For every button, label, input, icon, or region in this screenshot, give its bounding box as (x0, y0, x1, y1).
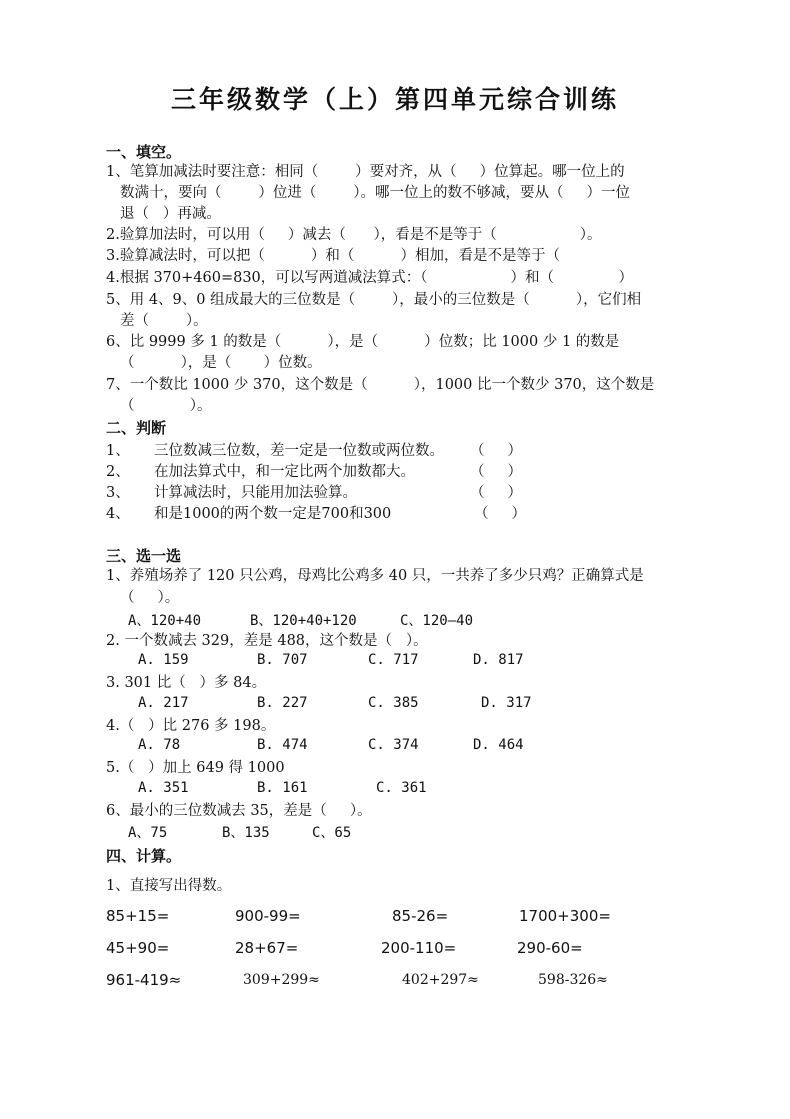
choice-option: B. 707 (257, 652, 308, 668)
calc-item: 85+15= (106, 907, 170, 925)
judge-num: 3、 (106, 485, 130, 501)
choice-option: B. 161 (257, 780, 308, 796)
calc-item: 85-26= (392, 907, 449, 925)
judge-text: 三位数减三位数，差一定是一位数或两位数。 (154, 443, 444, 459)
choice-option: B、135 (222, 825, 270, 841)
calc-item: 402+297≈ (402, 972, 479, 988)
choice-option: B、120+40+120 (250, 613, 357, 629)
choice-question: 3. 301 比（ ）多 84。 (106, 675, 267, 691)
choice-option: A、120+40 (128, 613, 202, 629)
choice-question: 1、养殖场养了 120 只公鸡，母鸡比公鸡多 40 只，一共养了多少只鸡？正确算式是 (106, 568, 644, 584)
fill-line: （ ），是（ ）位数。 (120, 355, 322, 371)
section-fill-blank-heading: 一、填空。 (106, 143, 182, 161)
judge-paren: （ ） (470, 464, 523, 480)
fill-line: （ ）。 (120, 398, 212, 414)
fill-line: 4.根据 370+460=830，可以写两道减法算式：（ ）和（ ） (106, 270, 634, 286)
judge-paren: （ ） (470, 443, 523, 459)
choice-option: D. 817 (473, 652, 524, 668)
choice-option: C. 385 (368, 695, 419, 711)
judge-num: 2、 (106, 464, 130, 480)
judge-num: 1、 (106, 443, 130, 459)
calc-item: 598-326≈ (538, 972, 608, 988)
calc-item: 45+90= (106, 939, 170, 957)
judge-paren: （ ） (474, 506, 527, 522)
calc-item: 900-99= (235, 907, 301, 925)
calc-item: 200-110= (381, 939, 457, 957)
judge-text: 在加法算式中，和一定比两个加数都大。 (154, 464, 415, 480)
judge-num: 4、 (106, 506, 130, 522)
choice-option: C、120—40 (400, 613, 474, 629)
judge-text: 和是1000的两个数一定是700和300 (154, 506, 392, 522)
calc-item: 1700+300= (519, 907, 611, 925)
fill-line: 5、用 4、9、0 组成最大的三位数是（ ），最小的三位数是（ ），它们相 (106, 292, 642, 308)
choice-option: A. 217 (138, 695, 189, 711)
choice-option: D. 464 (473, 737, 524, 753)
choice-option: A. 351 (138, 780, 189, 796)
calc-item: 309+299≈ (243, 972, 320, 988)
choice-question: 5.（ ）加上 649 得 1000 (106, 760, 285, 776)
choice-option: C、65 (312, 825, 352, 841)
page-title: 三年级数学（上）第四单元综合训练 (170, 85, 619, 114)
choice-option: A. 78 (138, 737, 181, 753)
choice-option: B. 474 (257, 737, 308, 753)
section-calc-heading: 四、计算。 (106, 847, 182, 865)
fill-line: 6、比 9999 多 1 的数是（ ），是（ ）位数；比 1000 少 1 的数是 (106, 334, 620, 350)
fill-line: 差（ ）。 (120, 313, 208, 329)
choice-option: A. 159 (138, 652, 189, 668)
fill-line: 1、笔算加减法时要注意：相同（ ）要对齐，从（ ）位算起。哪一位上的 (106, 164, 625, 180)
calc-subheading: 1、直接写出得数。 (106, 878, 232, 894)
choice-option: B. 227 (257, 695, 308, 711)
fill-line: 3.验算减法时，可以把（ ）和（ ）相加，看是不是等于（ (106, 248, 561, 264)
calc-item: 290-60= (517, 939, 583, 957)
section-choose-heading: 三、选一选 (106, 547, 182, 565)
choice-option: D. 317 (481, 695, 532, 711)
calc-item: 961-419≈ (106, 971, 182, 989)
choice-option: C. 717 (368, 652, 419, 668)
fill-line: 数满十，要向（ ）位进（ ）。哪一位上的数不够减，要从（ ）一位 (120, 185, 631, 201)
fill-line: 退（ ）再减。 (120, 206, 221, 222)
choice-question: 4.（ ）比 276 多 198。 (106, 718, 276, 734)
choice-question: 2. 一个数减去 329，差是 488，这个数是（ ）。 (106, 633, 428, 649)
section-judge-heading: 二、判断 (106, 419, 167, 437)
choice-option: A、75 (128, 825, 168, 841)
choice-question-cont: （ ）。 (120, 590, 180, 606)
choice-option: C. 374 (368, 737, 419, 753)
fill-line: 2.验算加法时，可以用（ ）减去（ ），看是不是等于（ ）。 (106, 227, 602, 243)
judge-paren: （ ） (470, 485, 523, 501)
fill-line: 7、一个数比 1000 少 370，这个数是（ ），1000 比一个数少 370，这个数是 (106, 377, 655, 393)
judge-text: 计算减法时，只能用加法验算。 (154, 485, 357, 501)
choice-option: C. 361 (376, 780, 427, 796)
calc-item: 28+67= (235, 939, 299, 957)
choice-question: 6、最小的三位数减去 35，差是（ ）。 (106, 803, 372, 819)
